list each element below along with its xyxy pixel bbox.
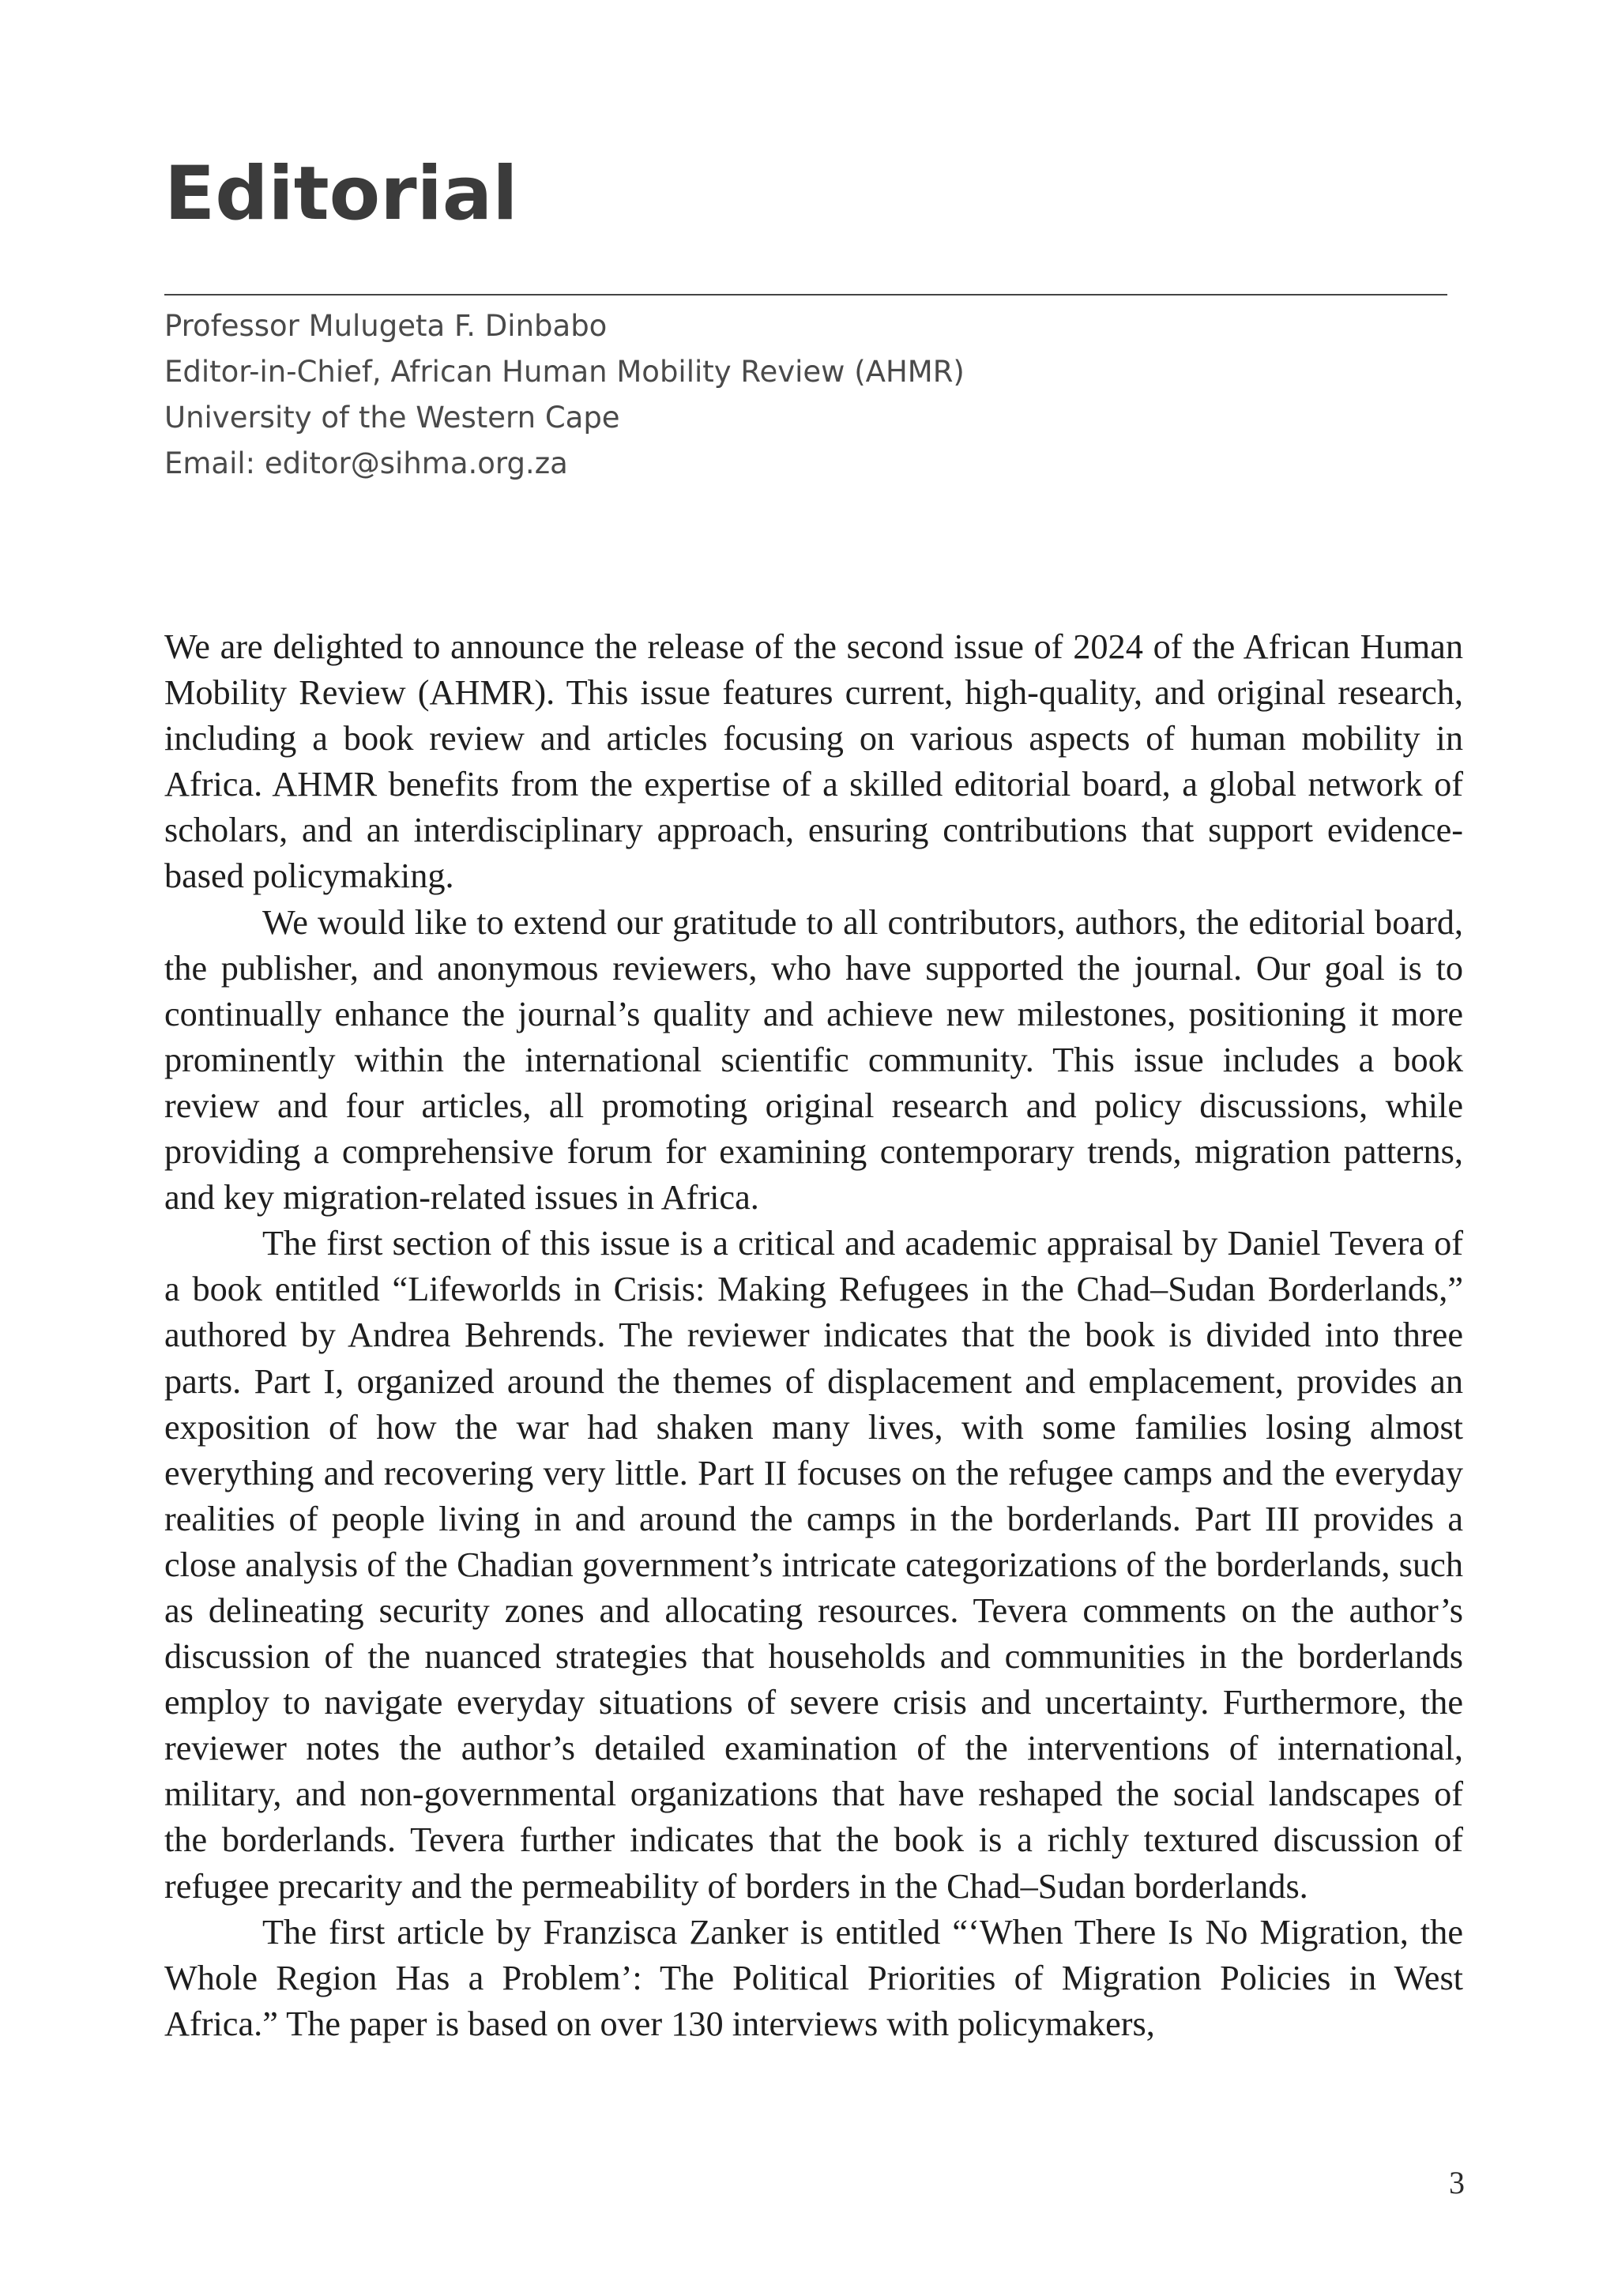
author-info bbox=[164, 303, 1349, 487]
paragraph-2: We would like to extend our gratitude to all contributors, authors, the editorial board, the publisher, and anonymous reviewers, who have supported the journal. Our goal is to continually enhance the journal’s quality and achieve new milestones, positioning it more prominently within the international scientific community. This issue includes a book review and four articles, all promoting original research and policy discussions, while providing a comprehensive forum for examining contemporary trends, migration patterns, and key migration-related issues in Africa. bbox=[164, 902, 1463, 1218]
page-title: Editorial bbox=[164, 151, 518, 237]
author-role: Editor-in-Chief, African Human Mobility Review (AHMR) bbox=[164, 355, 965, 389]
author-affiliation: University of the Western Cape bbox=[164, 401, 620, 435]
page-number: 3 bbox=[1449, 2165, 1465, 2200]
author-name: Professor Mulugeta F. Dinbabo bbox=[164, 309, 608, 343]
paragraph-4: The first article by Franzisca Zanker is entitled “‘When There Is No Migration, the Whole Region Has a Problem’: The Political Priorities of Migration Policies in West Africa.” The paper is based on over 130 interviews with policymakers, bbox=[164, 1912, 1463, 2043]
paragraph-1: We are delighted to announce the release of the second issue of 2024 of the African Human Mobility Review (AHMR). This issue features current, high-quality, and original research, including a book review and articles focusing on various aspects of human mobility in Africa. AHMR benefits from the expertise of a skilled editorial board, a global network of scholars, and an interdisciplinary approach, ensuring contributions that support evidence-based policymaking. bbox=[164, 627, 1463, 896]
editorial-body bbox=[164, 624, 1463, 2047]
title-divider bbox=[164, 294, 1447, 295]
paragraph-3: The first section of this issue is a critical and academic appraisal by Daniel Tevera of a book entitled “Lifeworlds in Crisis: Making Refugees in the Chad–Sudan Borderlands,” authored by Andrea Behrends. The reviewer indicates that the book is divided into three parts. Part I, organized around the themes of displacement and emplacement, provides an exposition of how the war had shaken many lives, with some families losing almost everything and recovering very little. Part II focuses on the refugee camps and the everyday realities of people living in and around the camps in the borderlands. Part III provides a close analysis of the Chadian government’s intricate categorizations of the borderlands, such as delineating security zones and allocating resources. Tevera comments on the author’s discussion of the nuanced strategies that households and communities in the borderlands employ to navigate everyday situations of severe crisis and uncertainty. Furthermore, the reviewer notes the author’s detailed examination of the interventions of international, military, and non-governmental organizations that have reshaped the social landscapes of the borderlands. Tevera further indicates that the book is a richly textured discussion of refugee precarity and the permeability of borders in the Chad–Sudan borderlands. bbox=[164, 1224, 1463, 1906]
author-email: Email: editor@sihma.org.za bbox=[164, 446, 568, 480]
